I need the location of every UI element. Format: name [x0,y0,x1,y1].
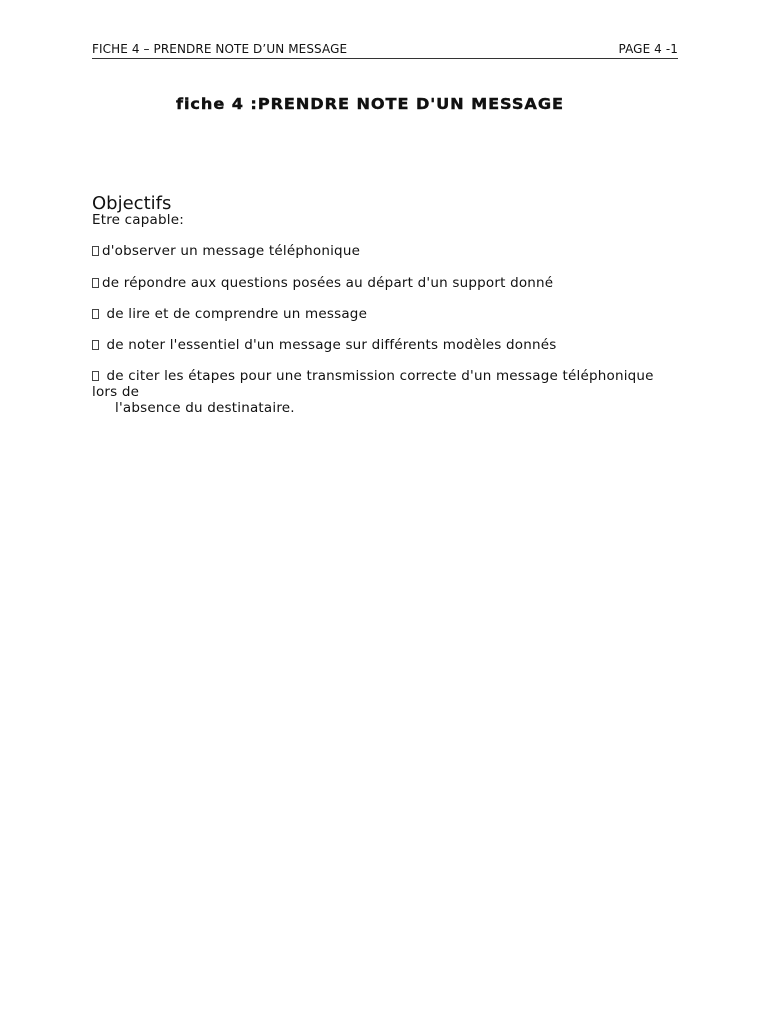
document-title: fiche 4 :PRENDRE NOTE D'UN MESSAGE [176,95,564,113]
objective-text: de répondre aux questions posées au départ d'un support donné [102,275,554,291]
objective-item [92,337,682,353]
square-bullet-icon [92,246,99,256]
section-heading: Objectifs [92,193,172,214]
square-bullet-icon [92,371,99,381]
square-bullet-icon [92,278,99,288]
objective-item [92,306,682,322]
objective-text: d'observer un message téléphonique [102,243,361,259]
running-header [92,41,678,59]
objective-item [92,243,682,259]
header-title: FICHE 4 – PRENDRE NOTE D’UN MESSAGE [92,42,348,56]
objective-item [92,368,682,416]
objective-text: de citer les étapes pour une transmission correcte d'un message téléphonique lors de [92,368,654,400]
objective-text-continuation: l'absence du destinataire. [115,400,295,416]
objective-item [92,275,682,291]
objective-text: de noter l'essentiel d'un message sur différents modèles donnés [102,337,557,353]
objective-text: de lire et de comprendre un message [102,306,368,322]
square-bullet-icon [92,309,99,319]
square-bullet-icon [92,340,99,350]
page-number: PAGE 4 -1 [618,42,678,56]
section-intro: Etre capable: [92,212,184,228]
